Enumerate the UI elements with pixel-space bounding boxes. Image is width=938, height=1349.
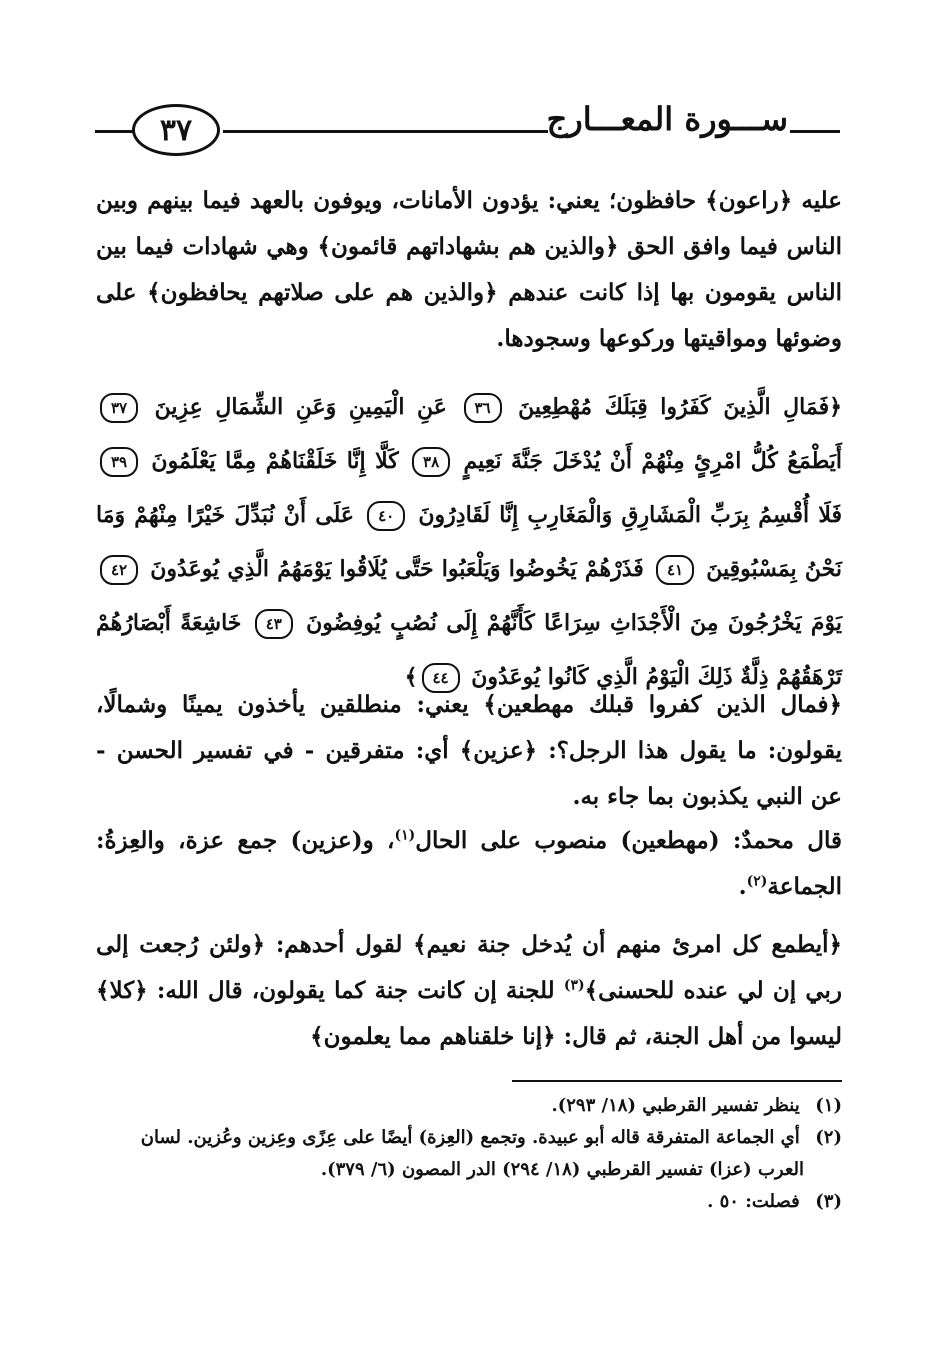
footnote-2: [96, 1122, 842, 1154]
quran-open-bracket: ﴿: [829, 394, 842, 420]
footnote-text: ينظر تفسير القرطبي (١٨/ ٢٩٣).: [551, 1095, 800, 1116]
page-number: ٣٧: [132, 104, 220, 156]
header-rule-middle: [223, 130, 548, 133]
footnote-separator: [512, 1080, 842, 1082]
footnote-ref[interactable]: (٢): [746, 873, 768, 890]
footnote-number: (٢): [815, 1127, 842, 1148]
quran-verse: يَوْمَ يَخْرُجُونَ مِنَ الْأَجْدَاثِ سِرَاعًا كَأَنَّهُمْ إِلَى نُصُبٍ يُوفِضُونَ: [306, 610, 842, 636]
footnote-number: (٣): [815, 1191, 842, 1212]
paragraph-3-text: .: [738, 873, 747, 900]
footnote-number: (١): [815, 1095, 842, 1116]
quran-verse: عَنِ الْيَمِينِ وَعَنِ الشِّمَالِ عِزِينَ: [154, 394, 447, 420]
header-rule-right: [790, 130, 840, 133]
quran-verse: فَذَرْهُمْ يَخُوضُوا وَيَلْعَبُوا حَتَّى يُلَاقُوا يَوْمَهُمُ الَّذِي يُوعَدُونَ: [150, 556, 644, 582]
ayah-number-marker: ٤٢: [100, 555, 138, 585]
footnote-3: [96, 1186, 842, 1218]
footnote-1: [96, 1090, 842, 1122]
footnote-text: أي الجماعة المتفرقة قاله أبو عبيدة. وتجمع (العِزة) أيضًا على عِزًى وعِزين وعُزين. لسان: [140, 1127, 800, 1148]
paragraph-3-text: قال محمدٌ: (مهطعين) منصوب على الحال: [415, 827, 843, 854]
ayah-number-marker: ٤٤: [422, 663, 460, 693]
ayah-number-marker: ٤٠: [367, 501, 405, 531]
paragraph-2: ﴿فمال الذين كفروا قبلك مهطعين﴾ يعني: منطلقين يأخذون يمينًا وشمالًا، يقولون: ما يقول هذا الرجل؟: ﴿عزين﴾ أي: متفرقين - في تفسير الحسن - عن النبي يكذبون بما جاء به.: [96, 691, 842, 810]
quran-verse: كَلَّا إِنَّا خَلَقْنَاهُمْ مِمَّا يَعْلَمُونَ: [151, 448, 399, 474]
quran-verse: خَاشِعَةً أَبْصَارُهُمْ تَرْهَقُهُمْ ذِلَّةٌ ذَلِكَ الْيَوْمُ الَّذِي كَانُوا يُوعَدُونَ: [96, 610, 842, 690]
paragraph-1: عليه ﴿راعون﴾ حافظون؛ يعني: يؤدون الأمانات، ويوفون بالعهد فيما بينهم وبين الناس فيما وافق الحق ﴿والذين هم بشهاداتهم قائمون﴾ وهي شهادات فيما بين الناس يقومون بها إذا كانت عندهم ﴿والذين هم على صلاتهم يحافظون﴾ على وضوئها ومواقيتها وركوعها وسجودها.: [96, 187, 842, 352]
quran-close-bracket: ﴾: [404, 664, 418, 690]
quran-verse: عَلَى أَنْ نُبَدِّلَ خَيْرًا مِنْهُمْ وَمَا نَحْنُ بِمَسْبُوقِينَ: [96, 502, 842, 582]
quran-verse: فَلَا أُقْسِمُ بِرَبِّ الْمَشَارِقِ وَالْمَغَارِبِ إِنَّا لَقَادِرُونَ: [418, 502, 842, 528]
paragraph-4-text: ﴿أيطمع كل امرئ منهم أن يُدخل جنة نعيم﴾ لقول أحدهم: ﴿ولئن رُجعت إلى ربي إن لي عنده للحسنى﴾: [96, 931, 843, 1004]
paragraph-3-text: ، و(عزين) جمع عزة، والعِزةُ: الجماعة: [96, 827, 842, 900]
ayah-number-marker: ٣٩: [100, 447, 138, 477]
quran-verse: فَمَالِ الَّذِينَ كَفَرُوا قِبَلَكَ مُهْطِعِينَ: [518, 394, 830, 420]
footnote-text: فصلت: ٥٠ .: [707, 1191, 800, 1212]
ayah-number-marker: ٤١: [656, 555, 694, 585]
quran-passage: [96, 380, 842, 704]
ayah-number-marker: ٣٦: [464, 393, 502, 423]
paragraph-3: [96, 818, 842, 910]
ayah-number-marker: ٣٧: [100, 393, 138, 423]
header-rule-left: [95, 130, 133, 133]
paragraph-4: [96, 922, 842, 1060]
quran-verse: أَيَطْمَعُ كُلُّ امْرِئٍ مِنْهُمْ أَنْ يُدْخَلَ جَنَّةَ نَعِيمٍ: [463, 448, 842, 474]
footnote-ref[interactable]: (٣): [563, 977, 585, 994]
footnote-2-continuation: العرب (عزا) تفسير القرطبي (١٨/ ٢٩٤) الدر المصون (٦/ ٣٧٩).: [320, 1159, 804, 1180]
ayah-number-marker: ٣٨: [412, 447, 450, 477]
footnotes: [96, 1090, 842, 1218]
footnote-ref[interactable]: (١): [394, 827, 416, 844]
ayah-number-marker: ٤٣: [255, 609, 293, 639]
paragraph-4-text: للجنة إن كانت جنة كما يقولون، قال الله: ﴿كلا﴾ ليسوا من أهل الجنة، ثم قال: ﴿إنا خلقناهم مما يعلمون﴾: [96, 977, 842, 1050]
surah-title: ســـورة المعـــارج: [546, 100, 788, 138]
